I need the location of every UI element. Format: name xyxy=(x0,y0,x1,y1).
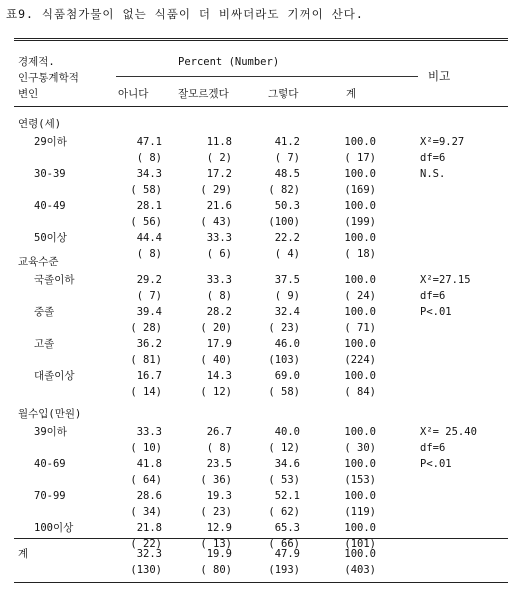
cell-percent: 26.7 xyxy=(206,426,232,438)
cell-percent: 40.0 xyxy=(274,426,300,438)
cell-percent: 100.0 xyxy=(344,458,376,470)
cell-count: ( 81) xyxy=(130,354,162,366)
cell-percent: 65.3 xyxy=(274,522,300,534)
cell-count: ( 30) xyxy=(344,442,376,454)
column-header-yes: 그렇다 xyxy=(268,88,299,100)
column-header-unsure: 잘모르겠다 xyxy=(178,88,229,100)
cell-count: ( 12) xyxy=(200,386,232,398)
cell-count: ( 36) xyxy=(200,474,232,486)
cell-count: ( 22) xyxy=(130,538,162,550)
cell-count: ( 14) xyxy=(130,386,162,398)
cell-percent: 100.0 xyxy=(344,274,376,286)
cell-percent: 21.8 xyxy=(136,522,162,534)
cell-count: ( 24) xyxy=(344,290,376,302)
group-stat: X²=9.27 xyxy=(420,136,465,148)
group-stat: X²=27.15 xyxy=(420,274,471,286)
group-label: 연령(세) xyxy=(18,118,62,130)
cell-count: ( 64) xyxy=(130,474,162,486)
cell-count: (103) xyxy=(268,354,300,366)
cell-count: ( 18) xyxy=(344,248,376,260)
row-label: 국졸이하 xyxy=(34,274,75,286)
header-variable-line-3: 변인 xyxy=(18,88,39,100)
cell-count: ( 6) xyxy=(206,248,232,260)
group-stat: df=6 xyxy=(420,152,446,164)
cell-count: (101) xyxy=(344,538,376,550)
cell-percent: 100.0 xyxy=(344,426,376,438)
group-label: 교육수준 xyxy=(18,256,59,268)
cell-percent: 28.2 xyxy=(206,306,232,318)
cell-count: ( 17) xyxy=(344,152,376,164)
row-label: 고졸 xyxy=(34,338,55,350)
total-percent: 32.3 xyxy=(136,548,162,560)
total-label: 계 xyxy=(18,548,29,560)
header-sub-rule xyxy=(116,76,418,77)
cell-percent: 34.3 xyxy=(136,168,162,180)
cell-percent: 100.0 xyxy=(344,232,376,244)
cell-percent: 100.0 xyxy=(344,168,376,180)
total-count: (193) xyxy=(268,564,300,576)
cell-count: ( 9) xyxy=(274,290,300,302)
cell-percent: 36.2 xyxy=(136,338,162,350)
cell-count: ( 8) xyxy=(206,290,232,302)
row-label: 40-49 xyxy=(34,200,66,212)
row-label: 40-69 xyxy=(34,458,66,470)
cell-count: ( 43) xyxy=(200,216,232,228)
cell-count: (100) xyxy=(268,216,300,228)
row-label: 대졸이상 xyxy=(34,370,75,382)
row-label: 중졸 xyxy=(34,306,55,318)
cell-count: (169) xyxy=(344,184,376,196)
cell-percent: 100.0 xyxy=(344,306,376,318)
total-count: (130) xyxy=(130,564,162,576)
cell-count: (119) xyxy=(344,506,376,518)
cell-percent: 17.2 xyxy=(206,168,232,180)
table-top-rule xyxy=(14,38,508,41)
total-percent: 47.9 xyxy=(274,548,300,560)
cell-count: ( 7) xyxy=(136,290,162,302)
group-label: 월수입(만원) xyxy=(18,408,82,420)
cell-percent: 100.0 xyxy=(344,200,376,212)
cell-percent: 33.3 xyxy=(206,232,232,244)
row-label: 50이상 xyxy=(34,232,67,244)
cell-count: ( 2) xyxy=(206,152,232,164)
cell-percent: 11.8 xyxy=(206,136,232,148)
header-variable-line-1: 경제적. xyxy=(18,56,55,68)
total-count: (403) xyxy=(344,564,376,576)
cell-percent: 12.9 xyxy=(206,522,232,534)
column-header-no: 아니다 xyxy=(118,88,149,100)
row-label: 100이상 xyxy=(34,522,74,534)
header-note-label: 비고 xyxy=(428,69,451,83)
cell-percent: 16.7 xyxy=(136,370,162,382)
page-title: 표9. 식품첨가물이 없는 식품이 더 비싸더라도 기꺼이 산다. xyxy=(6,7,364,21)
row-label: 29이하 xyxy=(34,136,67,148)
cell-percent: 14.3 xyxy=(206,370,232,382)
cell-percent: 41.8 xyxy=(136,458,162,470)
row-label: 30-39 xyxy=(34,168,66,180)
cell-percent: 52.1 xyxy=(274,490,300,502)
cell-count: ( 56) xyxy=(130,216,162,228)
cell-count: ( 23) xyxy=(268,322,300,334)
cell-count: ( 53) xyxy=(268,474,300,486)
cell-percent: 33.3 xyxy=(136,426,162,438)
cell-percent: 50.3 xyxy=(274,200,300,212)
cell-count: ( 13) xyxy=(200,538,232,550)
total-percent: 100.0 xyxy=(344,548,376,560)
cell-percent: 41.2 xyxy=(274,136,300,148)
cell-count: ( 66) xyxy=(268,538,300,550)
cell-count: ( 29) xyxy=(200,184,232,196)
cell-percent: 22.2 xyxy=(274,232,300,244)
cell-count: (153) xyxy=(344,474,376,486)
total-count: ( 80) xyxy=(200,564,232,576)
header-percent-label: Percent (Number) xyxy=(178,56,280,68)
cell-count: ( 58) xyxy=(130,184,162,196)
cell-percent: 69.0 xyxy=(274,370,300,382)
cell-percent: 21.6 xyxy=(206,200,232,212)
cell-count: ( 40) xyxy=(200,354,232,366)
group-stat: X²= 25.40 xyxy=(420,426,477,438)
cell-percent: 46.0 xyxy=(274,338,300,350)
total-percent: 19.9 xyxy=(206,548,232,560)
cell-percent: 100.0 xyxy=(344,338,376,350)
table-bottom-rule xyxy=(14,582,508,583)
column-header-total: 계 xyxy=(346,88,357,100)
cell-percent: 29.2 xyxy=(136,274,162,286)
cell-percent: 28.6 xyxy=(136,490,162,502)
cell-count: ( 84) xyxy=(344,386,376,398)
cell-percent: 34.6 xyxy=(274,458,300,470)
cell-percent: 37.5 xyxy=(274,274,300,286)
cell-count: ( 34) xyxy=(130,506,162,518)
header-bottom-rule xyxy=(14,106,508,107)
cell-percent: 100.0 xyxy=(344,490,376,502)
cell-count: ( 71) xyxy=(344,322,376,334)
row-label: 39이하 xyxy=(34,426,67,438)
cell-count: ( 28) xyxy=(130,322,162,334)
cell-percent: 17.9 xyxy=(206,338,232,350)
row-label: 70-99 xyxy=(34,490,66,502)
cell-percent: 19.3 xyxy=(206,490,232,502)
cell-count: ( 23) xyxy=(200,506,232,518)
header-variable-line-2: 인구통계학적 xyxy=(18,72,79,84)
cell-percent: 100.0 xyxy=(344,522,376,534)
group-stat: df=6 xyxy=(420,442,446,454)
cell-count: ( 62) xyxy=(268,506,300,518)
cell-count: (199) xyxy=(344,216,376,228)
group-stat: P<.01 xyxy=(420,306,452,318)
cell-percent: 44.4 xyxy=(136,232,162,244)
group-stat: N.S. xyxy=(420,168,446,180)
cell-count: ( 8) xyxy=(136,152,162,164)
cell-percent: 48.5 xyxy=(274,168,300,180)
cell-count: ( 58) xyxy=(268,386,300,398)
cell-percent: 28.1 xyxy=(136,200,162,212)
group-stat: df=6 xyxy=(420,290,446,302)
cell-percent: 32.4 xyxy=(274,306,300,318)
group-stat: P<.01 xyxy=(420,458,452,470)
cell-count: ( 82) xyxy=(268,184,300,196)
cell-percent: 39.4 xyxy=(136,306,162,318)
total-top-rule xyxy=(14,538,508,539)
cell-count: ( 4) xyxy=(274,248,300,260)
cell-count: ( 20) xyxy=(200,322,232,334)
cell-count: (224) xyxy=(344,354,376,366)
cell-percent: 23.5 xyxy=(206,458,232,470)
cell-count: ( 8) xyxy=(136,248,162,260)
cell-percent: 33.3 xyxy=(206,274,232,286)
cell-percent: 100.0 xyxy=(344,370,376,382)
cell-percent: 100.0 xyxy=(344,136,376,148)
cell-count: ( 12) xyxy=(268,442,300,454)
cell-count: ( 7) xyxy=(274,152,300,164)
cell-count: ( 8) xyxy=(206,442,232,454)
cell-count: ( 10) xyxy=(130,442,162,454)
cell-percent: 47.1 xyxy=(136,136,162,148)
